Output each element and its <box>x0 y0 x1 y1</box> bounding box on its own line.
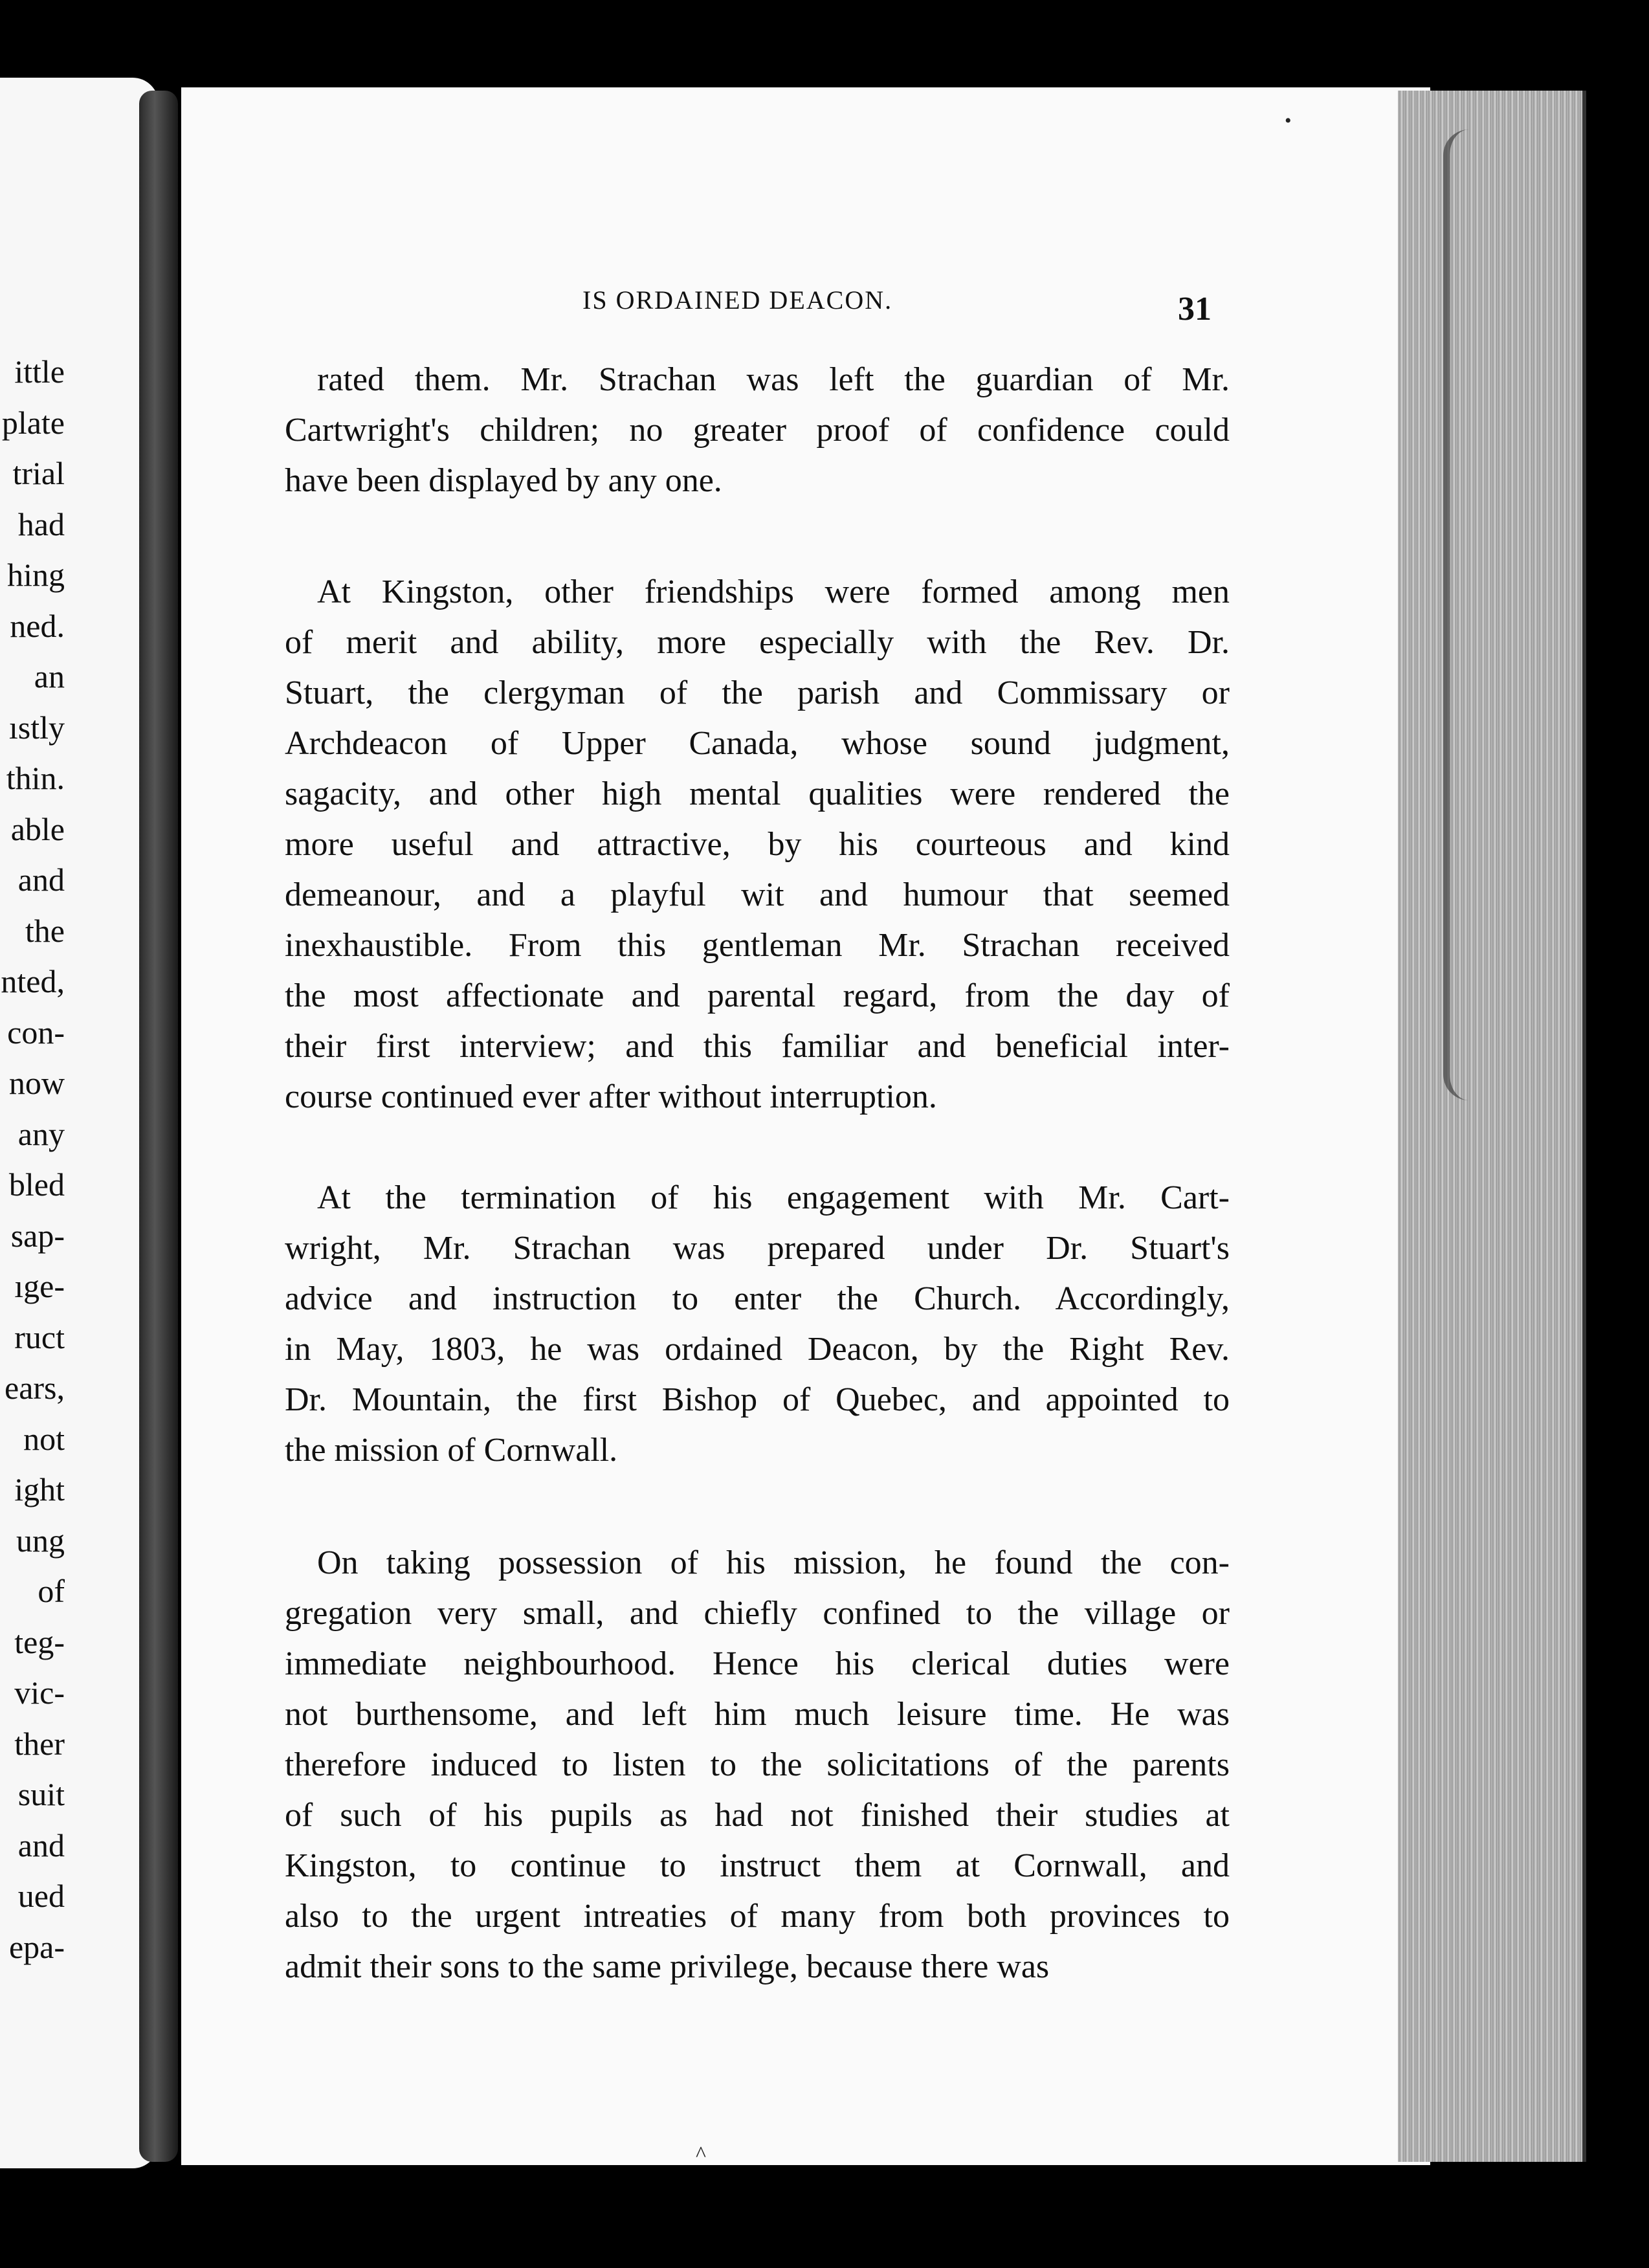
paragraph-3 <box>285 1173 1230 1476</box>
text-line: Kingston, to continue to instruct them at Cornwall, and <box>285 1847 1230 1884</box>
facing-page-line: ung <box>16 1522 65 1559</box>
text-line: At Kingston, other friendships were formed among men <box>317 573 1230 610</box>
text-line: more useful and attractive, by his courteous and kind <box>285 826 1230 863</box>
text-line: of such of his pupils as had not finished their studies at <box>285 1797 1230 1834</box>
facing-page-line: able <box>10 810 65 847</box>
facing-page-line: and <box>17 1827 65 1863</box>
facing-page-line: con- <box>7 1014 65 1051</box>
text-line: also to the urgent intreaties of many from both provinces to <box>285 1898 1230 1935</box>
facing-page-line: epa- <box>8 1928 65 1965</box>
text-line: therefore induced to listen to the solicitations of the parents <box>285 1746 1230 1783</box>
facing-page-line: ruct <box>14 1318 65 1355</box>
text-line: the most affectionate and parental regard, from the day of <box>285 977 1230 1014</box>
facing-page-line: vic- <box>14 1674 65 1711</box>
facing-page-line: teg- <box>14 1623 65 1660</box>
facing-page-line: bled <box>8 1166 65 1203</box>
text-line: their first interview; and this familiar and beneficial inter- <box>285 1028 1230 1065</box>
text-line: Stuart, the clergyman of the parish and Commissary or <box>285 674 1230 711</box>
book-gutter <box>139 91 178 2162</box>
facing-page-line: plate <box>1 404 65 441</box>
text-line: wright, Mr. Strachan was prepared under Dr. Stuart's <box>285 1230 1230 1267</box>
facing-page-line: of <box>38 1573 65 1609</box>
text-line: On taking possession of his mission, he found the con- <box>317 1544 1230 1581</box>
facing-page-line: nted, <box>1 963 65 999</box>
text-line: of merit and ability, more especially with the Rev. Dr. <box>285 624 1230 661</box>
page-edges <box>1398 91 1586 2162</box>
text-line: immediate neighbourhood. Hence his clerical duties were <box>285 1645 1230 1682</box>
facing-page-line: trial <box>12 455 65 491</box>
facing-page-line: suit <box>17 1776 65 1812</box>
text-line: have been displayed by any one. <box>285 462 722 499</box>
paragraph-1 <box>285 355 1230 506</box>
facing-page-line: now <box>8 1065 65 1101</box>
text-line: admit their sons to the same privilege, because there was <box>285 1948 1050 1985</box>
text-line: the mission of Cornwall. <box>285 1432 618 1469</box>
text-line: in May, 1803, he was ordained Deacon, by the Right Rev. <box>285 1331 1230 1368</box>
text-line: inexhaustible. From this gentleman Mr. Strachan received <box>285 927 1230 964</box>
paragraph-4 <box>285 1538 1230 1992</box>
facing-page-line: an <box>34 658 65 695</box>
speck: ^ <box>696 2142 706 2166</box>
facing-page-line: any <box>17 1115 65 1152</box>
facing-page-line: had <box>17 506 65 542</box>
facing-page-line: thin. <box>6 760 65 796</box>
text-line: At the termination of his engagement with Mr. Cart- <box>317 1179 1230 1216</box>
paragraph-2 <box>285 567 1230 1122</box>
page-number: 31 <box>1178 291 1212 328</box>
facing-page-line: not <box>23 1420 65 1457</box>
text-line: advice and instruction to enter the Church. Accordingly, <box>285 1280 1230 1317</box>
text-line: not burthensome, and left him much leisure time. He was <box>285 1696 1230 1733</box>
facing-page-line: ued <box>17 1878 65 1914</box>
text-line: sagacity, and other high mental qualities were rendered the <box>285 775 1230 812</box>
running-head: IS ORDAINED DEACON. <box>582 285 893 315</box>
speck: • <box>1285 110 1292 131</box>
facing-page-line: ned. <box>10 607 65 644</box>
facing-page-line: ears, <box>5 1370 65 1406</box>
page-tear <box>1443 129 1501 1100</box>
facing-page-line: ıstly <box>8 709 65 746</box>
facing-page-line: sap- <box>10 1217 65 1254</box>
text-line: demeanour, and a playful wit and humour that seemed <box>285 876 1230 913</box>
facing-page-line: ittle <box>14 353 65 390</box>
text-line: Dr. Mountain, the first Bishop of Quebec, and appointed to <box>285 1381 1230 1418</box>
text-line: Cartwright's children; no greater proof of confidence could <box>285 412 1230 449</box>
facing-page-line: and <box>17 862 65 898</box>
facing-page-line: ight <box>14 1471 65 1507</box>
text-line: Archdeacon of Upper Canada, whose sound judgment, <box>285 725 1230 762</box>
text-line: course continued ever after without interruption. <box>285 1078 937 1115</box>
text-line: rated them. Mr. Strachan was left the guardian of Mr. <box>317 361 1230 398</box>
facing-page-line: hing <box>7 557 65 593</box>
text-line: gregation very small, and chiefly confined to the village or <box>285 1595 1230 1632</box>
facing-page-line: the <box>25 912 65 949</box>
facing-page-line: ıge- <box>14 1268 65 1304</box>
facing-page-line: ther <box>14 1725 65 1762</box>
